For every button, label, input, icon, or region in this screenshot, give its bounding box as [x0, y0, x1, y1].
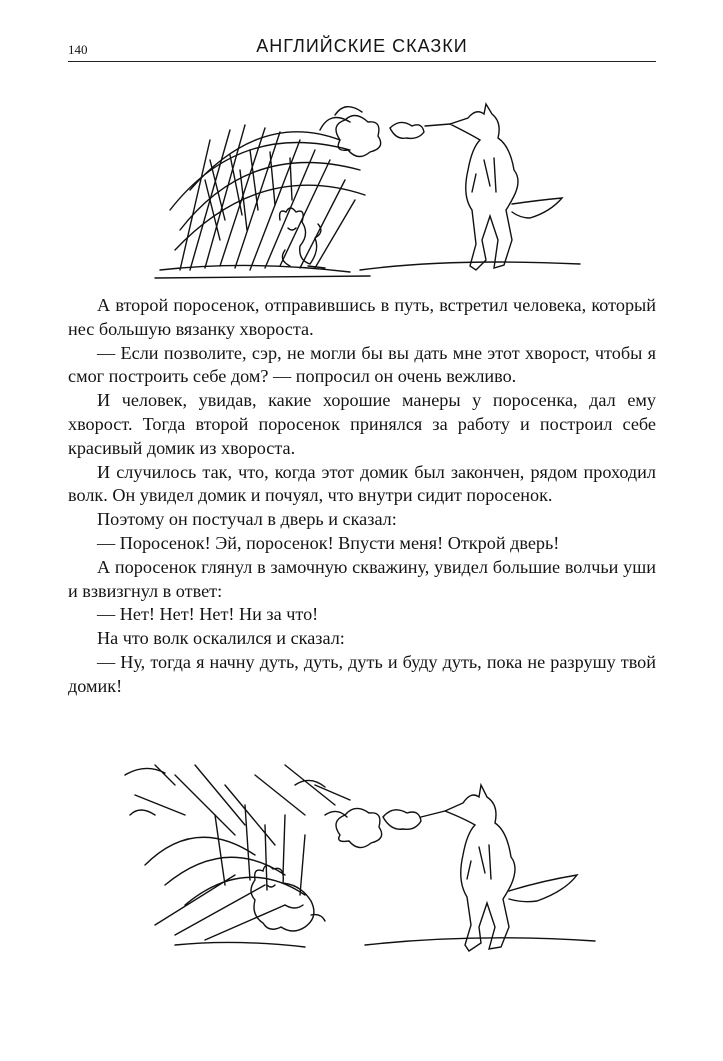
stick-house-drawing	[155, 107, 370, 278]
top-illustration	[150, 100, 590, 290]
paragraph: — Нет! Нет! Нет! Ни за что!	[97, 604, 319, 625]
breath-puff-drawing	[336, 808, 445, 847]
paragraph: И случилось так, что, когда этот домик был закончен, рядом проходил волк. Он увидел домик и почуял, что внутри сидит поросенок.	[68, 461, 656, 506]
paragraph: Поэтому он постучал в дверь и сказал:	[97, 509, 397, 530]
page-number: 140	[68, 42, 88, 57]
header-rule	[68, 61, 656, 62]
tumbling-pig-drawing	[251, 865, 325, 931]
bottom-illustration	[115, 755, 605, 955]
paragraph: — Если позволите, сэр, не могли бы вы дать мне этот хворост, чтобы я смог построить себе дом? — попросил он очень вежливо.	[68, 342, 656, 387]
paragraph: И человек, увидав, какие хорошие манеры у поросенка, дал ему хворост. Тогда второй поросенок принялся за работу и построил себе красивый домик из хвороста.	[68, 390, 656, 458]
paragraph: А поросенок глянул в замочную скважину, увидел большие волчьи уши и взвизгнул в ответ:	[68, 556, 656, 601]
running-title: АНГЛИЙСКИЕ СКАЗКИ	[256, 36, 468, 56]
paragraph: А второй поросенок, отправившись в путь, встретил человека, который нес большую вязанку хвороста.	[68, 295, 656, 339]
paragraph: На что волк оскалился и сказал:	[97, 628, 345, 649]
page-header	[68, 30, 656, 64]
paragraph: — Поросенок! Эй, поросенок! Впусти меня! Открой дверь!	[97, 532, 560, 553]
scattered-sticks-drawing	[125, 765, 350, 947]
wolf-drawing	[360, 104, 580, 270]
breath-puff-drawing	[336, 115, 450, 156]
paragraph: — Ну, тогда я начну дуть, дуть, дуть и буду дуть, пока не разрушу твой домик!	[68, 651, 656, 696]
story-text	[68, 294, 656, 699]
